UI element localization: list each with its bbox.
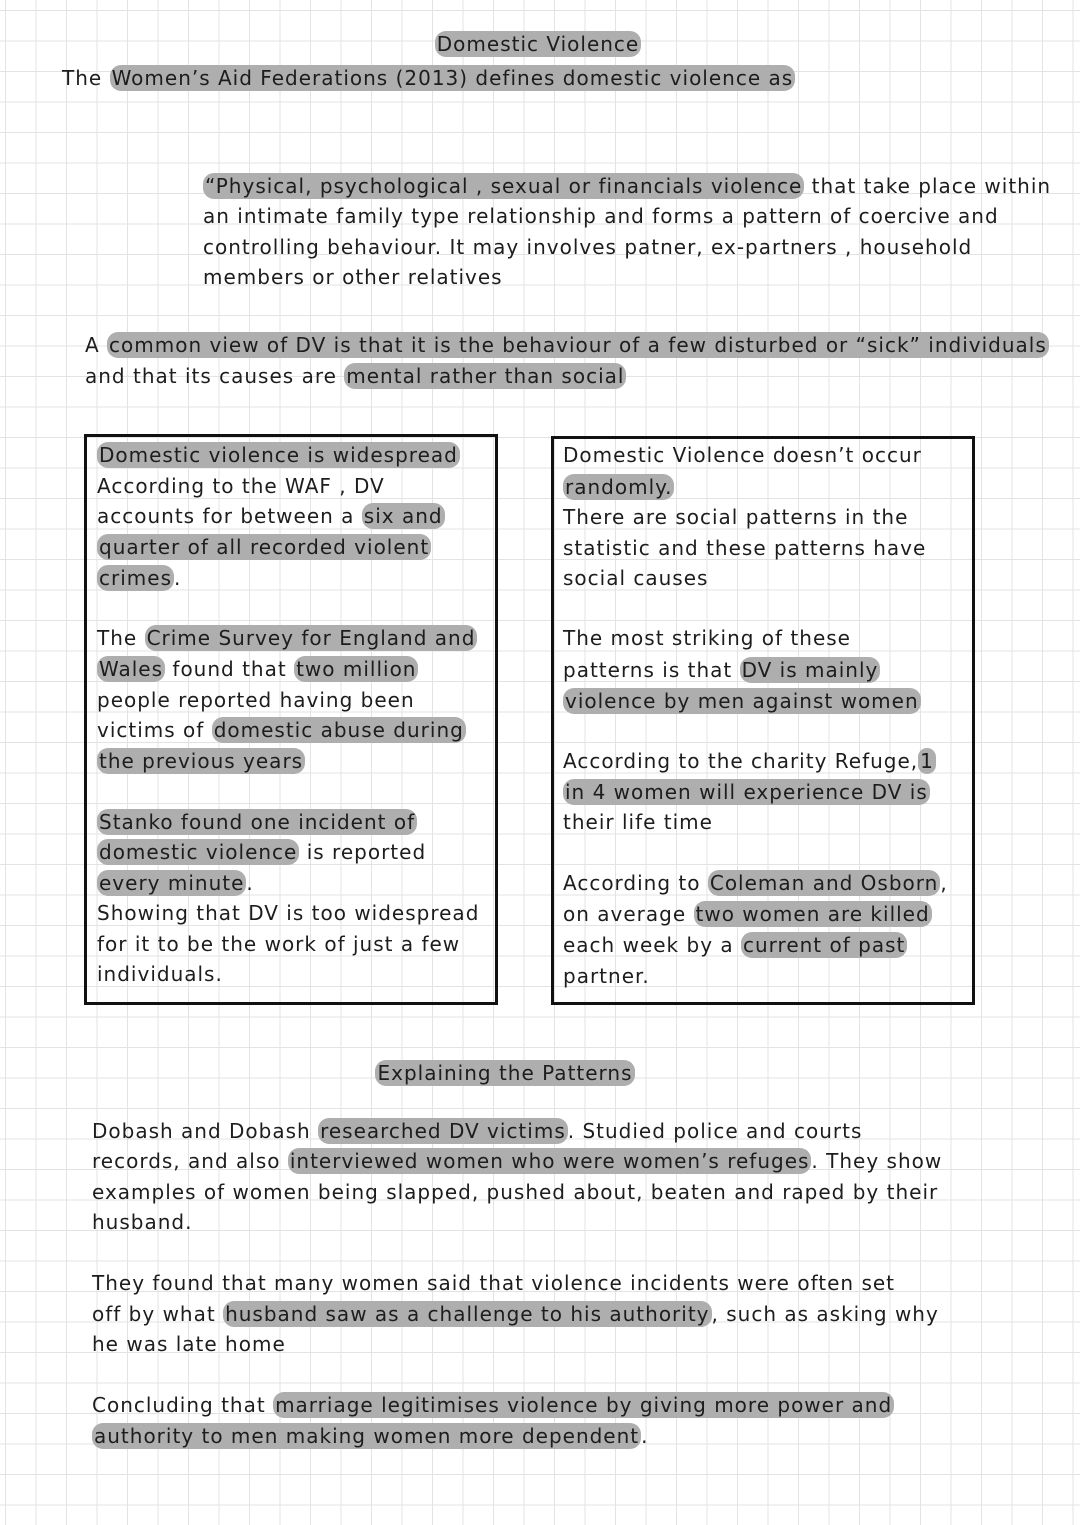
text-segment: .	[173, 566, 182, 590]
paragraph-line	[92, 1268, 895, 1298]
highlighted-text: six and	[363, 504, 443, 528]
text-segment: on average	[563, 902, 694, 926]
text-segment: individuals.	[97, 962, 223, 986]
text-segment: examples of women being slapped, pushed about, beaten and raped by their	[92, 1180, 939, 1204]
highlighted-text: Domestic Violence	[436, 32, 640, 56]
highlighted-text: the previous years	[99, 749, 304, 773]
highlighted-text: common view of DV is that it is the behaviour of a few disturbed or “sick” individuals	[109, 333, 1047, 357]
text-segment: . They show	[811, 1149, 943, 1173]
text-segment: They found that many women said that violence incidents were often set	[92, 1271, 896, 1295]
paragraph-line	[92, 1299, 939, 1329]
text-segment: statistic and these patterns have	[563, 536, 927, 560]
highlighted-text: Crime Survey for England and	[146, 626, 476, 650]
intro-line	[62, 63, 795, 93]
text-segment: accounts for between a	[97, 504, 362, 528]
highlighted-text: violence by men against women	[565, 689, 919, 713]
box-line	[563, 961, 650, 991]
highlighted-text: husband saw as a challenge to his authority	[225, 1302, 710, 1326]
text-segment: , such as asking why	[711, 1302, 939, 1326]
text-segment: .	[641, 1424, 649, 1448]
text-segment: According to the charity Refuge,	[563, 749, 919, 773]
highlighted-text: “Physical, psychological , sexual or financials violence	[205, 174, 803, 198]
text-segment: Domestic Violence doesn’t occur	[563, 443, 922, 467]
text-segment: husband.	[92, 1210, 193, 1234]
highlighted-text: interviewed women who were women’s refuges	[289, 1149, 810, 1173]
text-segment: and that its causes are	[85, 364, 345, 388]
box-line	[563, 623, 851, 653]
highlighted-text: researched DV victims	[320, 1119, 566, 1143]
box-line	[97, 898, 479, 928]
text-segment: . Studied police and courts	[567, 1119, 863, 1143]
highlighted-text: quarter of all recorded violent	[99, 535, 430, 559]
box-line	[563, 777, 930, 807]
quote-line	[203, 232, 972, 262]
paragraph-line	[92, 1207, 192, 1237]
box-line	[97, 746, 305, 776]
box-line	[97, 532, 431, 562]
text-segment: for it to be the work of just a few	[97, 932, 461, 956]
text-segment: each week by a	[563, 933, 741, 957]
box-line	[563, 533, 926, 563]
box-line	[97, 563, 181, 593]
text-segment: patterns is that	[563, 658, 740, 682]
box-line	[563, 472, 674, 502]
highlighted-text: Women’s Aid Federations (2013) defines domestic violence as	[111, 66, 794, 90]
paragraph-line	[92, 1329, 286, 1359]
highlighted-text: two million	[296, 657, 417, 681]
paragraph-line	[92, 1116, 862, 1146]
paragraph-line	[85, 330, 1049, 360]
text-segment: According to the WAF , DV	[97, 474, 385, 498]
box-line	[97, 654, 418, 684]
text-segment: controlling behaviour. It may involves patner, ex-partners , household	[203, 235, 973, 259]
text-segment: records, and also	[92, 1149, 288, 1173]
text-segment: victims of	[97, 718, 212, 742]
highlighted-text: Stanko found one incident of	[99, 810, 416, 834]
box-line	[563, 868, 948, 898]
box-line	[97, 929, 460, 959]
highlighted-text: Explaining the Patterns	[377, 1061, 633, 1085]
box-line	[563, 807, 713, 837]
paragraph-line	[92, 1177, 938, 1207]
text-segment: an intimate family type relationship and forms a pattern of coercive and	[203, 204, 999, 228]
text-segment: There are social patterns in the	[563, 505, 909, 529]
highlighted-text: domestic abuse during	[213, 718, 464, 742]
social-patterns-box	[551, 436, 975, 1005]
highlighted-text: authority to men making women more dependent	[94, 1424, 640, 1448]
highlighted-text: randomly.	[565, 475, 673, 499]
highlighted-text: Wales	[99, 657, 164, 681]
box-line	[563, 899, 932, 929]
text-segment: partner.	[563, 964, 650, 988]
quote-line	[203, 262, 503, 292]
text-segment: The	[97, 626, 145, 650]
box-line	[563, 440, 922, 470]
paragraph-line	[92, 1146, 942, 1176]
paragraph-line	[92, 1390, 894, 1420]
highlighted-text: Coleman and Osborn	[709, 871, 939, 895]
text-segment: A	[85, 333, 108, 357]
box-line	[97, 440, 460, 470]
box-line	[563, 746, 936, 776]
box-line	[97, 501, 445, 531]
text-segment: The	[62, 66, 110, 90]
highlighted-text: DV is mainly	[741, 658, 879, 682]
widespread-evidence-box	[84, 434, 498, 1005]
box-line	[97, 807, 417, 837]
highlighted-text: crimes	[99, 566, 172, 590]
text-segment: people reported having been	[97, 688, 415, 712]
text-segment: that take place within	[804, 174, 1052, 198]
box-line	[563, 930, 907, 960]
highlighted-text: in 4 women will experience DV is	[565, 780, 928, 804]
paragraph-line	[92, 1421, 649, 1451]
highlighted-text: every minute	[99, 871, 245, 895]
box-line	[97, 959, 223, 989]
text-segment: ,	[940, 871, 948, 895]
text-segment: The most striking of these	[563, 626, 851, 650]
text-segment: According to	[563, 871, 708, 895]
box-line	[563, 686, 921, 716]
highlighted-text: mental rather than social	[346, 364, 625, 388]
highlighted-text: current of past	[743, 933, 906, 957]
box-line	[563, 563, 708, 593]
box-line	[563, 655, 880, 685]
highlighted-text: marriage legitimises violence by giving more power and	[275, 1393, 893, 1417]
paragraph-line	[85, 361, 626, 391]
highlighted-text: Domestic violence is widespread	[99, 443, 458, 467]
text-segment: Showing that DV is too widespread	[97, 901, 480, 925]
box-line	[563, 502, 908, 532]
section-heading	[0, 1058, 1010, 1088]
box-line	[97, 868, 254, 898]
page-title	[0, 29, 1076, 59]
text-segment: he was late home	[92, 1332, 286, 1356]
text-segment: is reported	[299, 840, 427, 864]
box-line	[97, 837, 426, 867]
box-line	[97, 715, 466, 745]
quote-line	[203, 201, 999, 231]
text-segment: .	[246, 871, 254, 895]
box-line	[97, 471, 385, 501]
text-segment: off by what	[92, 1302, 224, 1326]
box-line	[97, 685, 415, 715]
text-segment: Concluding that	[92, 1393, 274, 1417]
highlighted-text: 1	[920, 749, 934, 773]
highlighted-text: domestic violence	[99, 840, 298, 864]
text-segment: Dobash and Dobash	[92, 1119, 319, 1143]
text-segment: their life time	[563, 810, 713, 834]
text-segment: members or other relatives	[203, 265, 503, 289]
text-segment: found that	[165, 657, 295, 681]
highlighted-text: two women are killed	[695, 902, 930, 926]
text-segment: social causes	[563, 566, 709, 590]
quote-line	[203, 171, 1051, 201]
box-line	[97, 623, 477, 653]
